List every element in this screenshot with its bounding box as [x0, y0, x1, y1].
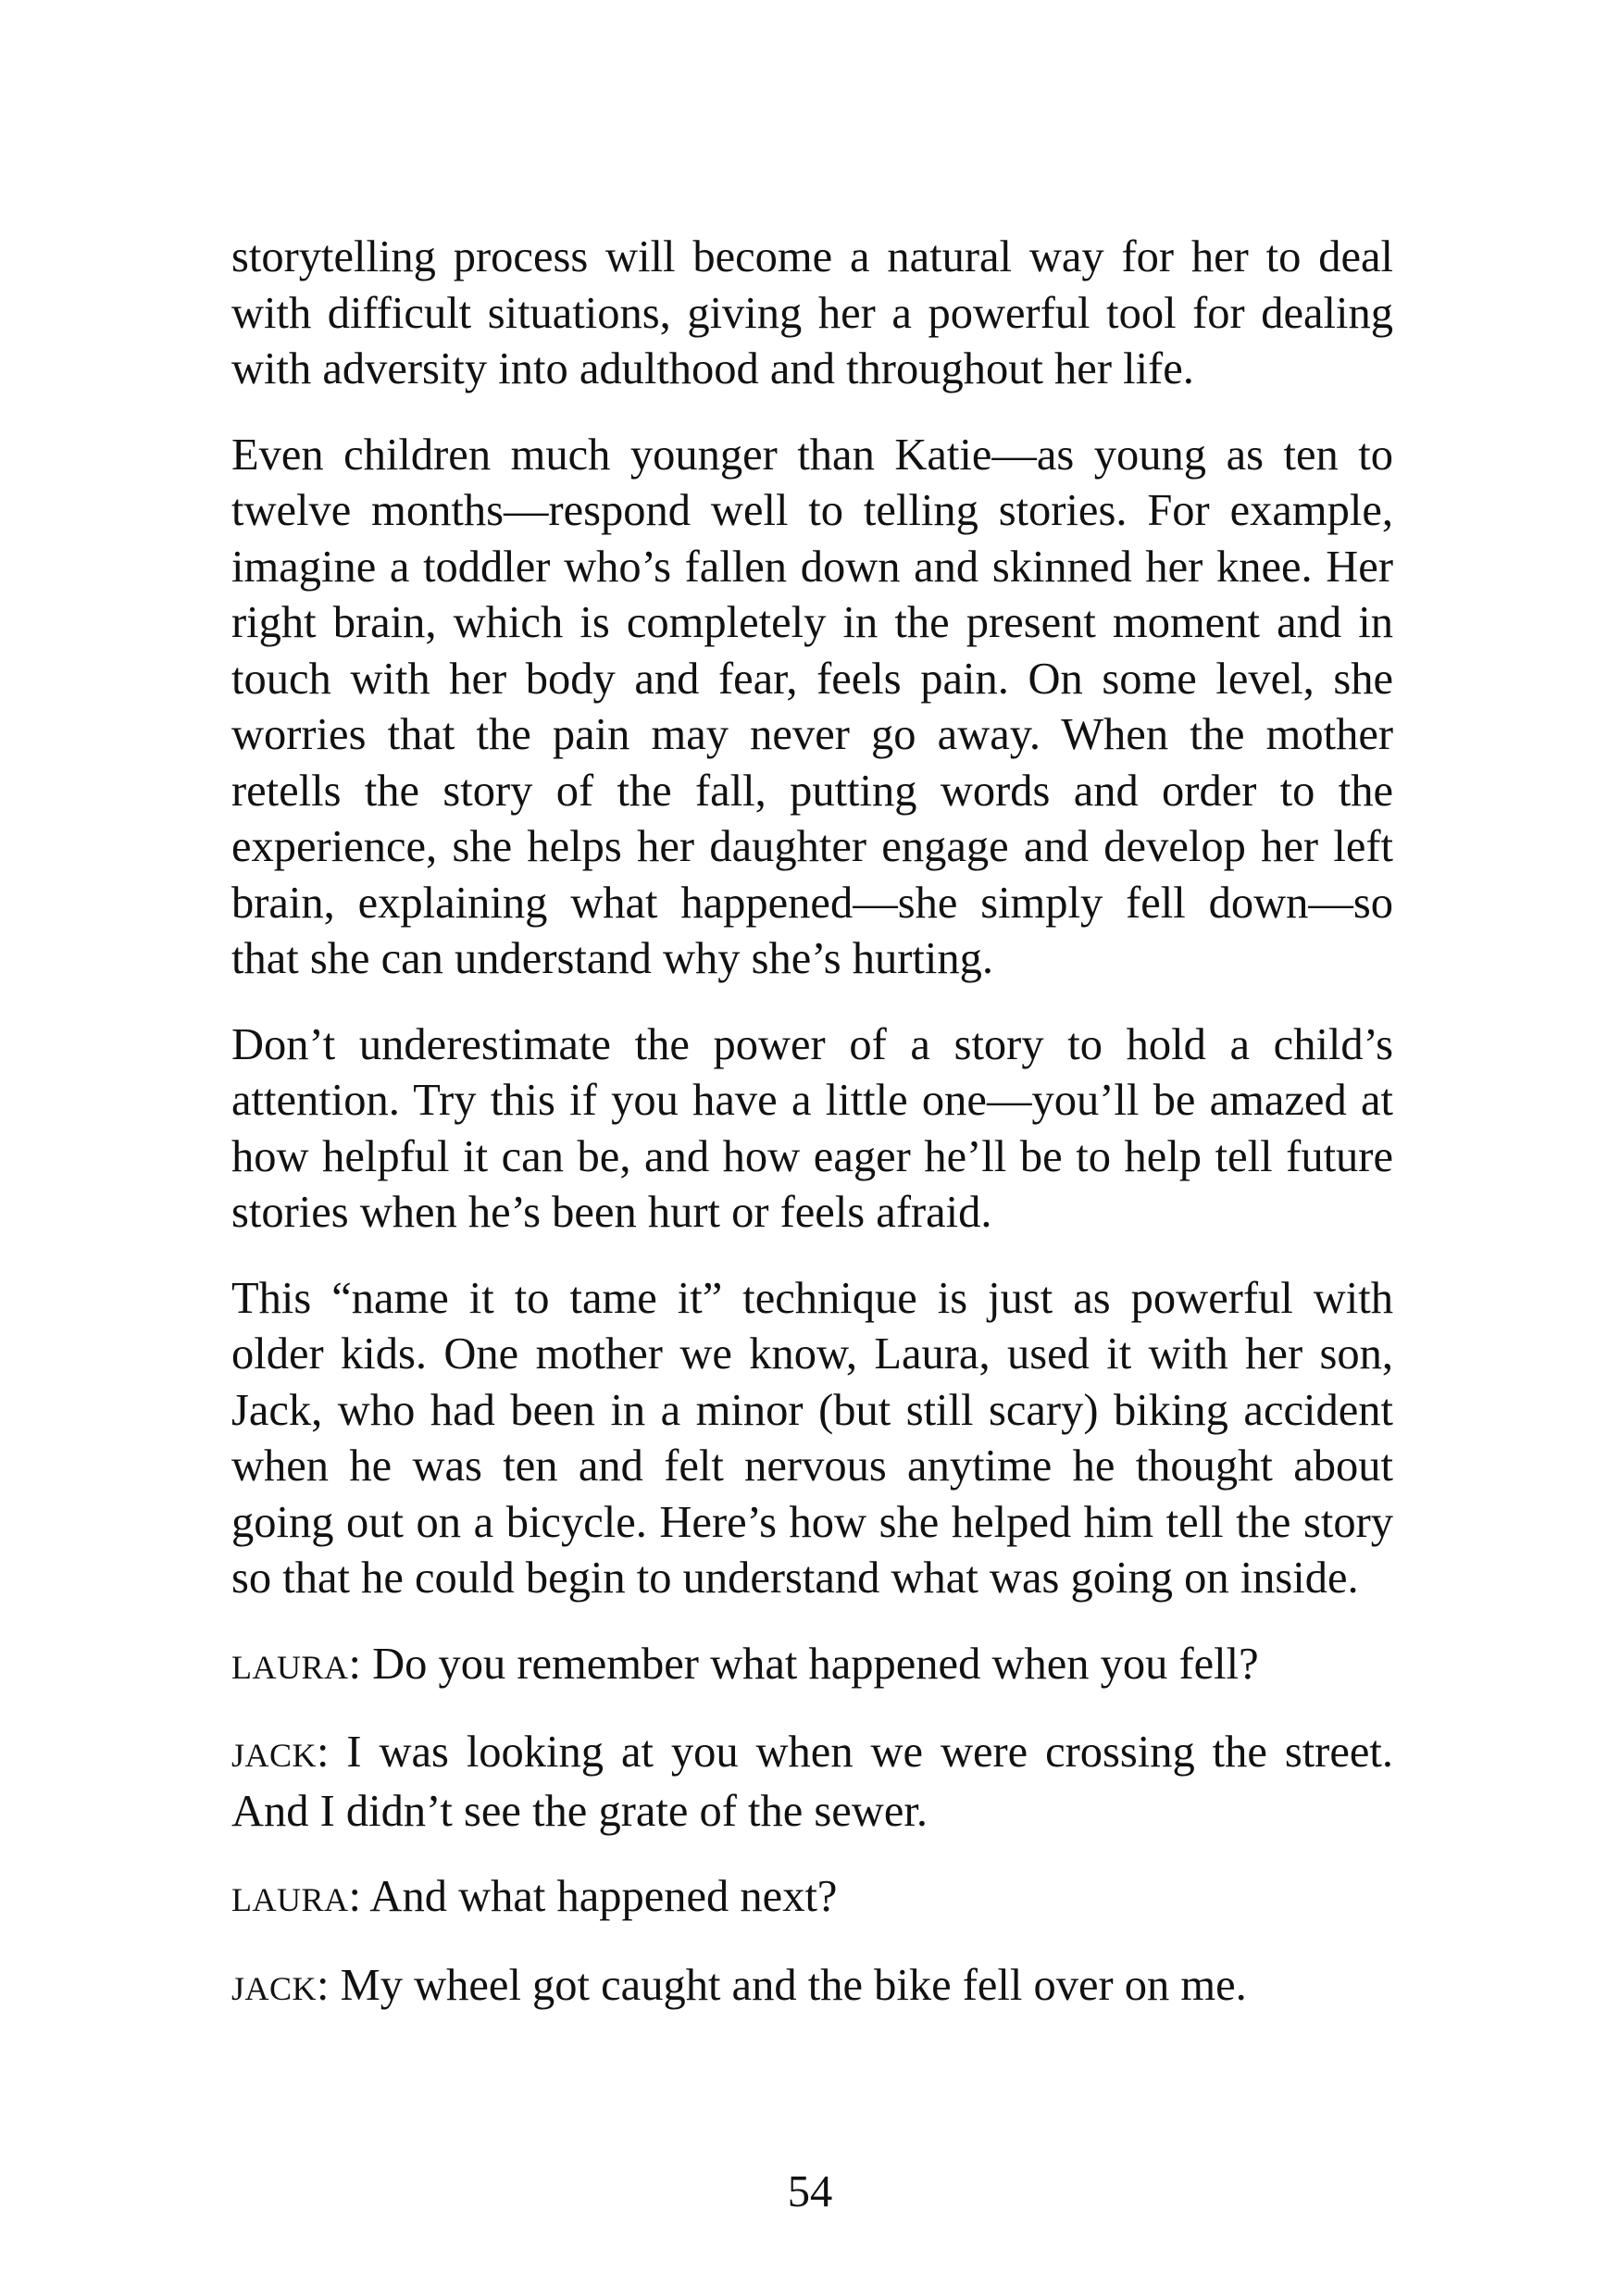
- dialogue-line-4: [231, 1958, 1393, 2017]
- dialogue-line-1: [231, 1637, 1393, 1696]
- speaker-name: JACK: [231, 1737, 318, 1774]
- body-text: [231, 230, 1393, 2046]
- dialogue-text: : My wheel got caught and the bike fell over on me.: [317, 1960, 1247, 2010]
- dialogue-text: : And what happened next?: [348, 1872, 838, 1921]
- paragraph-4: This “name it to tame it” technique is just as powerful with older kids. One mother we know, Laura, used it with her son, Jack, who had been in a minor (but still scary) biking accident when he was ten and felt nervous anytime he thought about going out on a bicycle. Here’s how she helped him tell the story so that he could begin to understand what was going on inside.: [231, 1273, 1393, 1603]
- paragraph-3: Don’t underestimate the power of a story to hold a child’s attention. Try this if you have a little one—you’ll be amazed at how helpful it can be, and how eager he’ll be to help tell future stories when he’s been hurt or feels afraid.: [231, 1019, 1393, 1237]
- paragraph-1: storytelling process will become a natural way for her to deal with difficult situations, giving her a powerful tool for dealing with adversity into adulthood and throughout her life.: [231, 232, 1393, 393]
- speaker-name: LAURA: [231, 1648, 349, 1686]
- paragraph-2: Even children much younger than Katie—as young as ten to twelve months—respond well to telling stories. For example, imagine a toddler who’s fallen down and skinned her knee. Her right brain, which is completely in the present moment and in touch with her body and fear, feels pain. On some level, she worries that the pain may never go away. When the mother retells the story of the fall, putting words and order to the experience, she helps her daughter engage and develop her left brain, explaining what happened—she simply fell down—so that she can understand why she’s hurting.: [231, 430, 1393, 983]
- dialogue-line-3: [231, 1869, 1393, 1928]
- page-number: 54: [787, 2167, 833, 2216]
- speaker-name: LAURA: [231, 1881, 349, 1918]
- dialogue-text: : Do you remember what happened when you fell?: [348, 1639, 1259, 1689]
- dialogue-text: : I was looking at you when we were crossing the street. And I didn’t see the grate of the sewer.: [231, 1728, 1393, 1836]
- speaker-name: JACK: [231, 1969, 318, 2007]
- dialogue-line-2: [231, 1725, 1393, 1840]
